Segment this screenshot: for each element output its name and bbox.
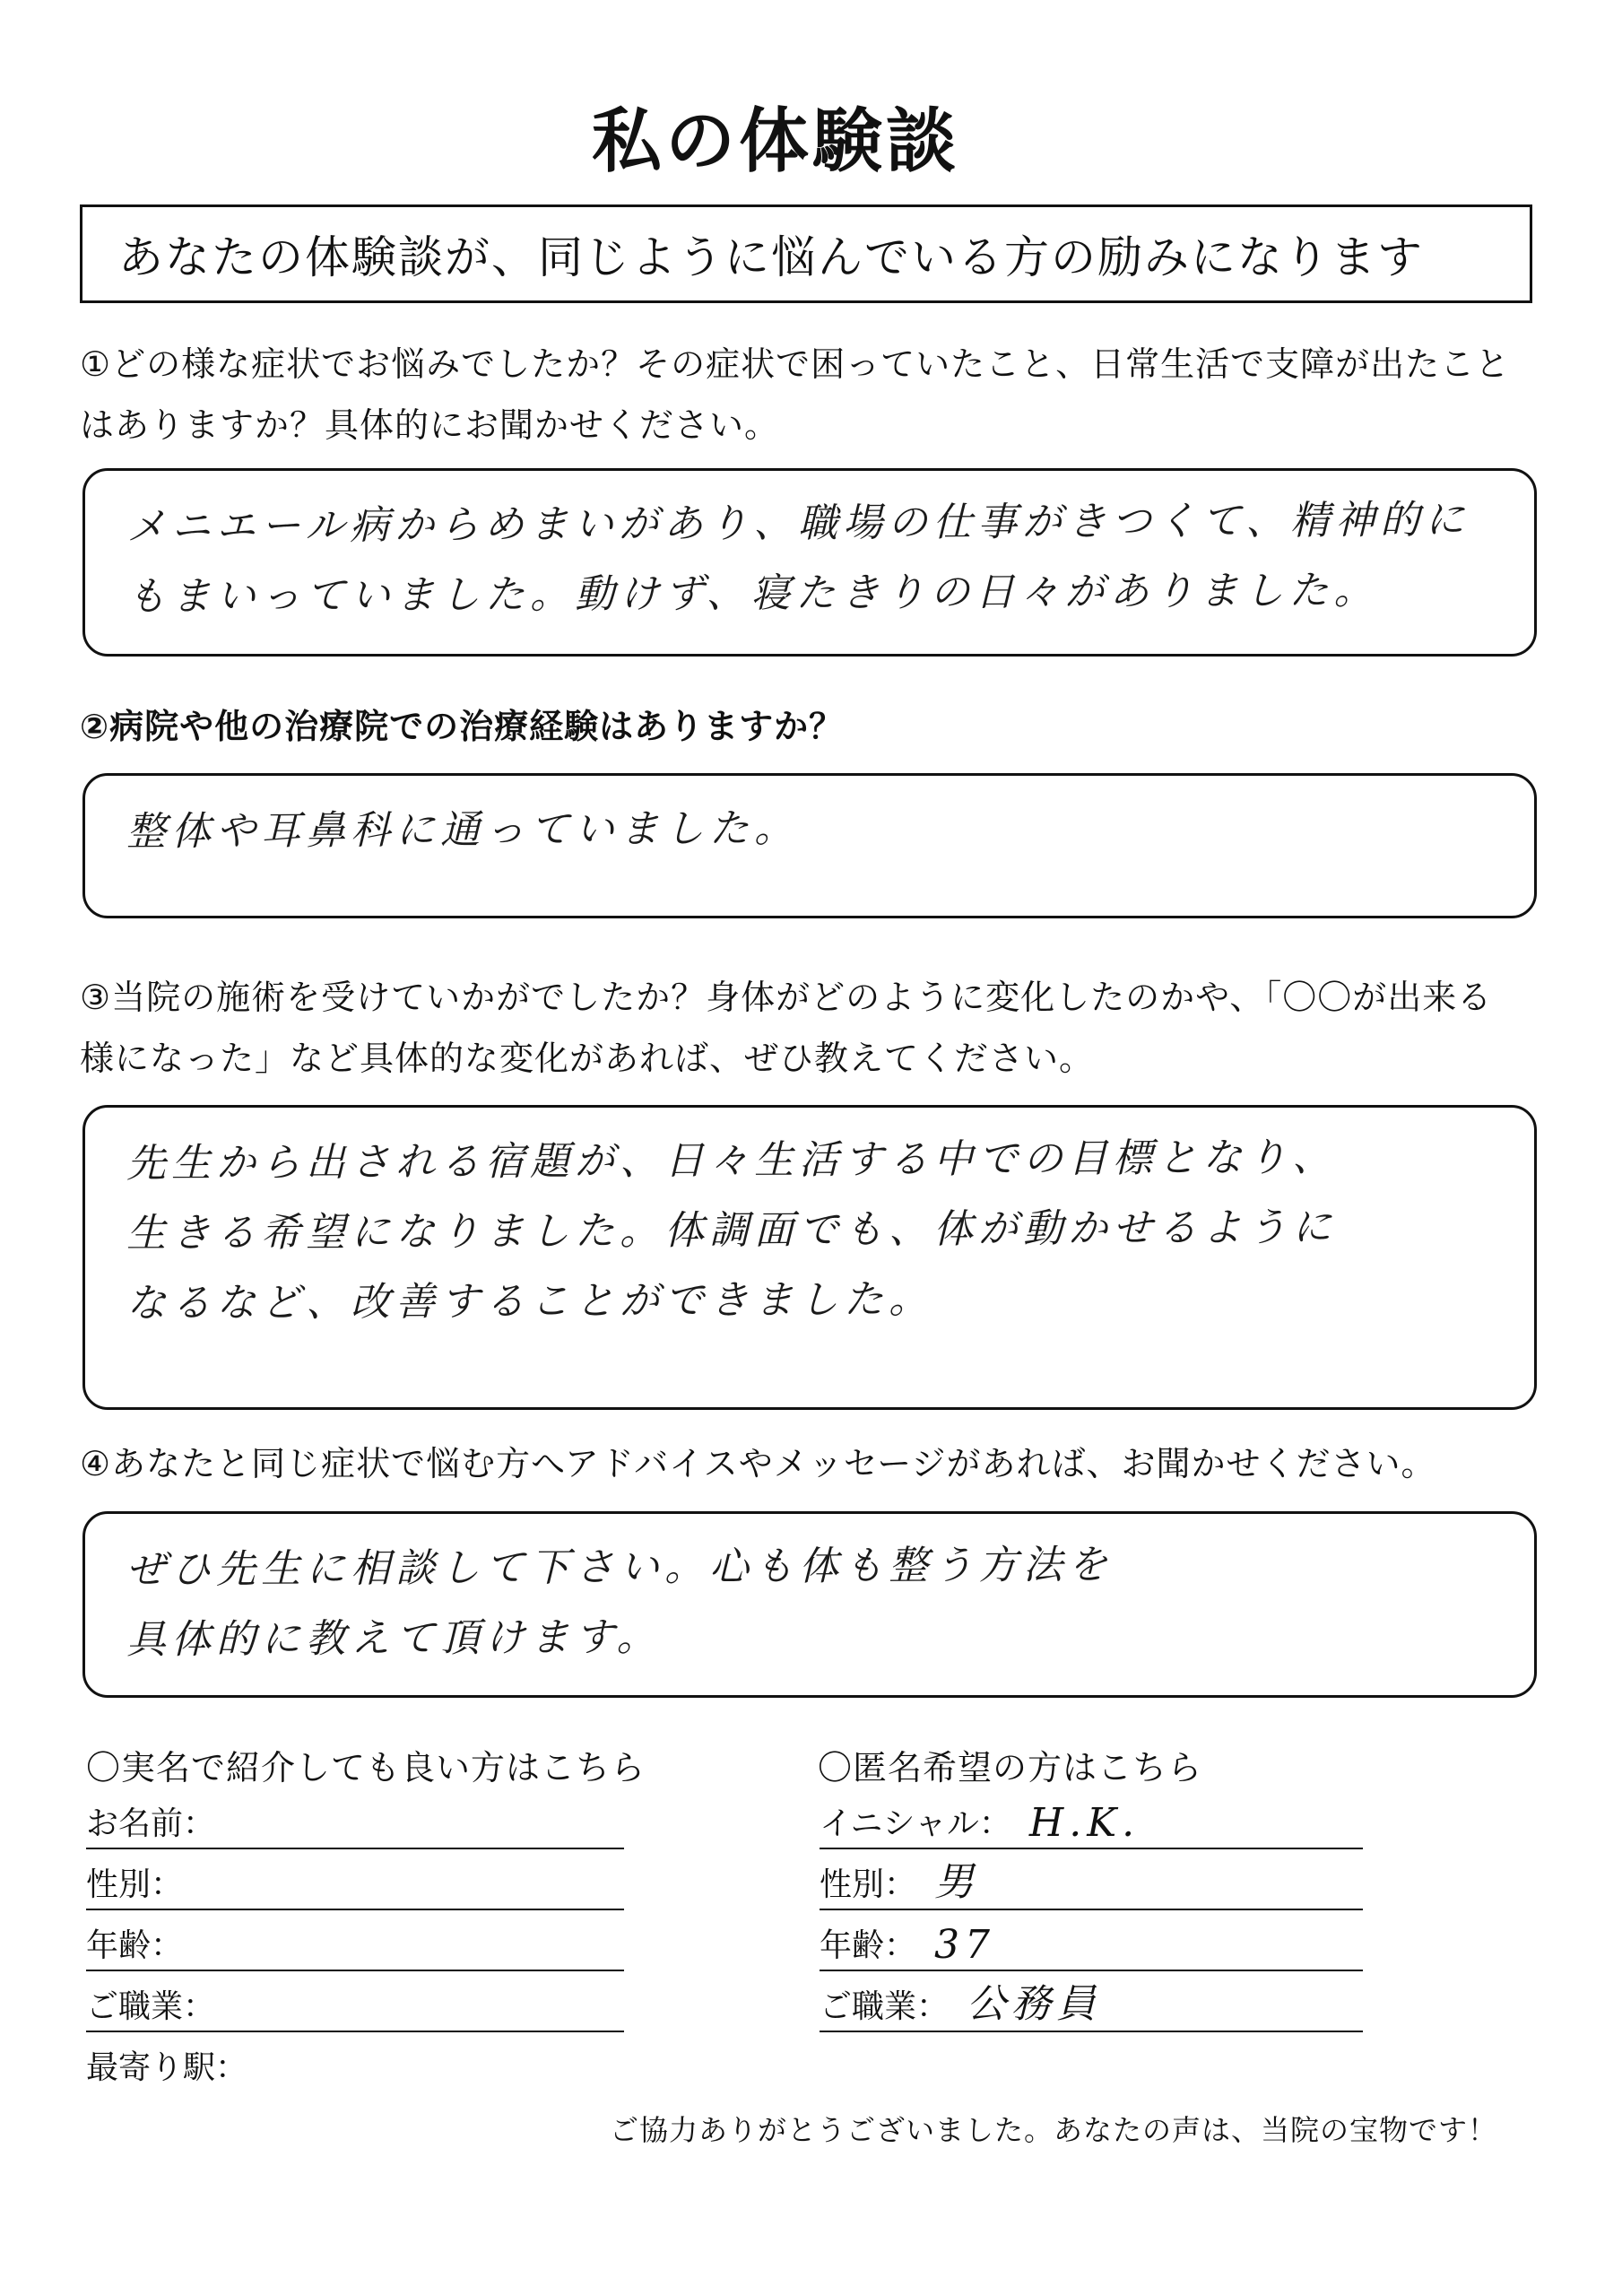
answer-3-line-2: 生きる希望になりました。体調面でも、体が動かせるように (126, 1204, 1338, 1257)
question-1-line-2: はありますか？具体的にお聞かせください。 (80, 405, 780, 445)
footer-thanks: ご協力ありがとうございました。あなたの声は、当院の宝物です！ (610, 2113, 1498, 2147)
real-gender-field[interactable] (86, 1864, 624, 1910)
subtitle-text: あなたの体験談が、同じように悩んでいる方の励みになります (118, 231, 1424, 283)
answer-box-4[interactable] (82, 1511, 1537, 1698)
real-station-label: 最寄り駅： (86, 2049, 248, 2086)
anon-gender-label: 性別： (820, 1866, 917, 1903)
anon-occupation-value: 公務員 (967, 1981, 1102, 2027)
question-3-line-2: 様になった」など具体的な変化があれば、ぜひ教えてください。 (80, 1039, 1095, 1078)
real-station-value (247, 2090, 265, 2092)
anon-gender-value: 男 (934, 1859, 980, 1905)
real-age-label: 年齢： (86, 1927, 184, 1964)
answer-box-2[interactable] (82, 773, 1537, 918)
real-gender-value (183, 1907, 201, 1909)
answer-box-3[interactable] (82, 1105, 1537, 1410)
anon-occupation-field[interactable] (820, 1981, 1363, 2032)
answer-4-line-1: ぜひ先生に相談して下さい。心も体も整う方法を (126, 1542, 1114, 1593)
answer-1-line-2: もまいっていました。動けず、寝たきりの日々がありました。 (126, 567, 1379, 620)
real-occupation-value (215, 2029, 233, 2031)
question-1-line-1: ①どの様な症状でお悩みでしたか？その症状で困っていたこと、日常生活で支障が出たこと (80, 344, 1511, 384)
anon-age-field[interactable] (820, 1922, 1363, 1971)
real-age-value (183, 1968, 201, 1970)
real-name-heading: 〇実名で紹介しても良い方はこちら (86, 1748, 646, 1787)
subtitle-box (80, 204, 1532, 303)
question-4-line-1: ④あなたと同じ症状で悩む方へアドバイスやメッセージがあれば、お聞かせください。 (80, 1444, 1436, 1483)
anon-initials-field[interactable] (820, 1800, 1363, 1849)
real-occupation-field[interactable] (86, 1986, 624, 2032)
question-4 (80, 1433, 1550, 1494)
real-name-field[interactable] (86, 1803, 624, 1849)
anon-gender-field[interactable] (820, 1859, 1363, 1910)
anon-age-label: 年齢： (820, 1927, 917, 1964)
real-name-value (215, 1846, 233, 1848)
real-gender-label: 性別： (86, 1866, 184, 1903)
question-2 (80, 696, 1550, 757)
anon-age-value: 37 (934, 1922, 996, 1968)
real-station-field[interactable] (86, 2047, 624, 2092)
anon-initials-label: イニシャル： (820, 1805, 1011, 1842)
anon-initials-value: H.K. (1028, 1800, 1141, 1846)
answer-3-line-1: 先生から出される宿題が、日々生活する中での目標となり、 (126, 1134, 1338, 1187)
anon-occupation-label: ご職業： (820, 1988, 950, 2025)
answer-2-line-1: 整体や耳鼻科に通っていました。 (126, 805, 800, 855)
question-3-line-1: ③当院の施術を受けていかがでしたか？身体がどのように変化したのかや、「〇〇が出来る (80, 978, 1493, 1017)
question-2-line-1: ②病院や他の治療院での治療経験はありますか？ (80, 707, 845, 746)
answer-3-line-3: なるなど、改善することができました。 (126, 1276, 934, 1326)
real-occupation-label: ご職業： (86, 1988, 216, 2025)
anonymous-heading: 〇匿名希望の方はこちら (818, 1748, 1203, 1787)
answer-4-line-2: 具体的に教えて頂けます。 (126, 1613, 662, 1663)
answer-box-1[interactable] (82, 468, 1537, 657)
page-title: 私の体験談 (591, 101, 959, 182)
question-3 (80, 967, 1550, 1089)
question-1 (80, 334, 1550, 456)
real-name-label: お名前： (86, 1805, 216, 1842)
real-age-field[interactable] (86, 1925, 624, 1971)
answer-1-line-1: メニエール病からめまいがあり、職場の仕事がきつくて、精神的に (126, 497, 1470, 550)
